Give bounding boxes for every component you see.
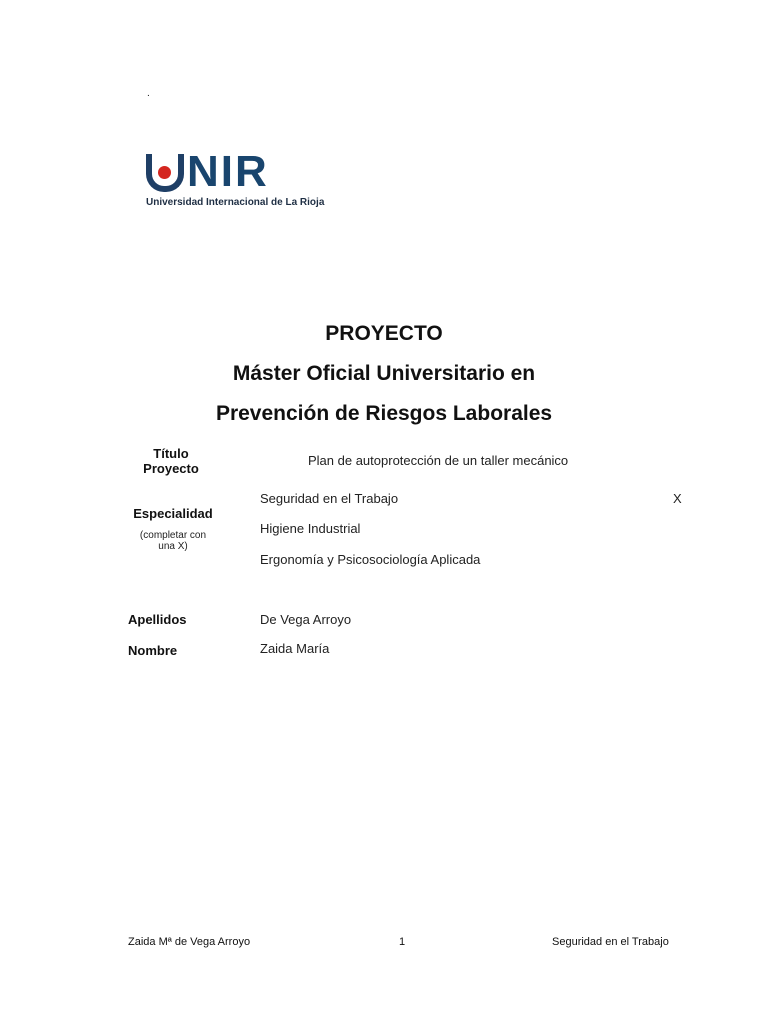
option-ergonomia: Ergonomía y Psicosociología Aplicada: [260, 552, 481, 567]
header-dot: .: [147, 88, 150, 99]
apellidos-label: Apellidos: [128, 612, 187, 627]
title-line-1: PROYECTO: [325, 322, 443, 345]
title-line-3: Prevención de Riesgos Laborales: [215, 402, 553, 425]
option-seguridad: Seguridad en el Trabajo: [260, 491, 399, 506]
nombre-value: Zaida María: [260, 641, 330, 656]
document-title: [0, 314, 768, 434]
nombre-label: Nombre: [128, 643, 178, 658]
titulo-value: Plan de autoprotección de un taller mecánico: [308, 453, 569, 468]
option-higiene: Higiene Industrial: [260, 521, 361, 536]
option-seguridad-mark: X: [673, 491, 682, 506]
footer-section: Seguridad en el Trabajo: [552, 936, 669, 948]
especialidad-note-line-2: una X): [158, 541, 188, 552]
logo-letters: NIR: [187, 147, 269, 196]
logo-u-icon: [146, 152, 182, 190]
titulo-label: [118, 446, 224, 476]
especialidad-note-line-1: (completar con: [139, 530, 207, 541]
title-line-2: Máster Oficial Universitario en: [232, 362, 536, 385]
logo-subtitle: Universidad Internacional de La Rioja: [146, 197, 325, 208]
footer-page-number: 1: [399, 936, 406, 948]
unir-logo: [146, 147, 336, 214]
titulo-label-line-2: Proyecto: [143, 461, 199, 476]
especialidad-note: [128, 530, 218, 552]
logo-wordmark: [146, 147, 269, 196]
titulo-label-line-1: Título: [153, 446, 189, 461]
footer-author: Zaida Mª de Vega Arroyo: [128, 936, 251, 948]
apellidos-value: De Vega Arroyo: [260, 612, 352, 627]
especialidad-label: Especialidad: [133, 506, 213, 521]
